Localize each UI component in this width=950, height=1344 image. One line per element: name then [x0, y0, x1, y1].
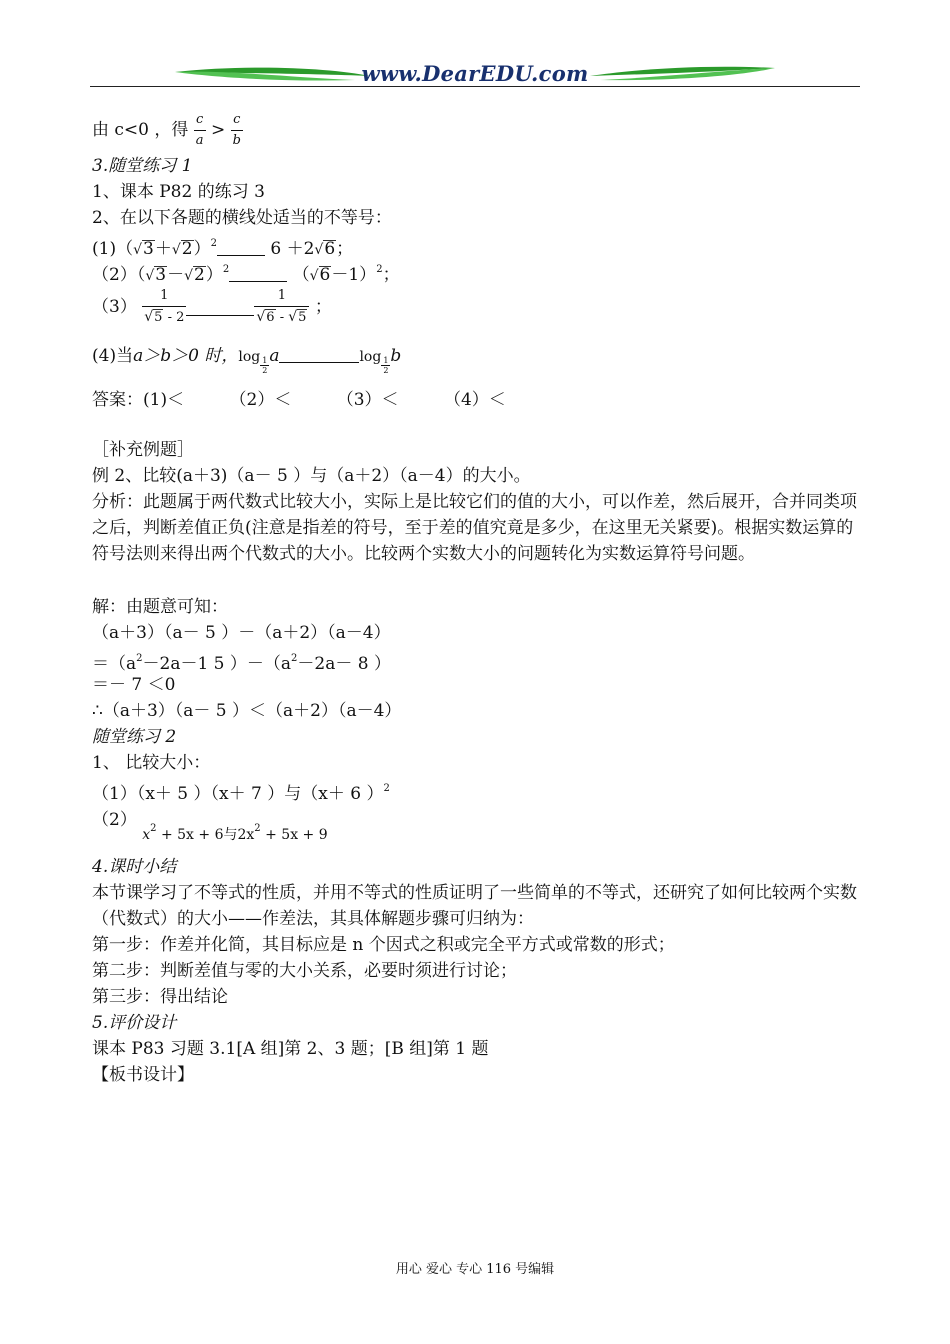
answer-blank[interactable]: [186, 299, 254, 316]
answer-line: 答案：(1)＜ （2）＜ （3）＜ （4）＜: [92, 390, 506, 410]
practice2-question-2: （2） $_{x^2 + 5x + 6与2x^2 + 5x + 9}$: [92, 810, 328, 843]
example-analysis: 分析：此题属于两代数式比较大小，实际上是比较它们的值的大小，可以作差，然后展开，合并同类项之后，判断差值正负(注意是指差的符号，至于差的值究竟是多少，在这里无关紧要)。根据实数运算的符号法则来得出两个代数式的大小。比较两个实数大小的问题转化为实数运算符号问题。: [92, 492, 857, 564]
question-3: （3） $\frac{1}{√5 - 2}$ $\frac{1}{√6 - √5}$ ；: [92, 286, 332, 328]
solution-conclusion: ∴（a＋3）（a－ 5 ）＜（a＋2）（a－4）: [92, 701, 402, 721]
solution-step-1: （a＋3）（a－ 5 ）－（a＋2）（a－4）: [92, 623, 391, 643]
summary-step-3: 第三步：得出结论: [92, 987, 228, 1007]
question-2: $(2)(√3-√2)^2$ $(√6-1)^2$；: [92, 264, 400, 285]
summary-heading: 4.课时小结: [92, 857, 177, 877]
summary-step-2: 第二步：判断差值与零的大小关系，必要时须进行讨论；: [92, 961, 517, 981]
fraction-c-over-a: $\frac{c}{a}$: [194, 110, 206, 151]
header-divider: [90, 86, 860, 87]
solution-step-3: ＝－ 7 ＜0: [92, 675, 176, 695]
practice1-heading: 3.随堂练习 1: [92, 156, 193, 176]
fraction-c-over-b: $\frac{c}{b}$: [231, 110, 243, 151]
practice1-item1: 1、课本 P82 的练习 3: [92, 182, 265, 202]
evaluation-heading: 5.评价设计: [92, 1013, 177, 1033]
intro-text: 由 c<0 ，得: [92, 120, 189, 140]
example-title: 例 2、比较(a＋3)（a－ 5 ）与（a＋2）（a－4）的大小。: [92, 466, 531, 486]
answer-blank[interactable]: [229, 265, 287, 282]
example-section-title: ［补充例题］: [92, 440, 194, 460]
fraction-1-over-root6-minus-root5: $\frac{1}{√6 - √5}$: [254, 286, 309, 328]
question-1: $(1)(√3+√2)^2$ 6 ＋2√6；: [92, 238, 354, 259]
practice2-heading: 随堂练习 2: [92, 727, 177, 747]
intro-line: 由 c<0 ，得 $\frac{c}{a}$ > $\frac{c}{b}$: [92, 110, 243, 151]
summary-text: 本节课学习了不等式的性质，并用不等式的性质证明了一些简单的不等式，还研究了如何比较两个实数（代数式）的大小——作差法，其具体解题步骤可归纳为：: [92, 883, 857, 929]
board-design-title: 【板书设计】: [92, 1065, 194, 1085]
log-base: $\frac{1}{2}$: [262, 356, 268, 375]
question-4: (4)当a＞b＞0 时，log $\frac{1}{2}$ a log $\frac{1}{2}$ b: [92, 346, 402, 375]
solution-step-2: $=(a^2-2a-1$ 5 ）$-(a^2-2a- 8$ ）: [92, 653, 391, 674]
answer-blank[interactable]: [217, 239, 265, 256]
log-base: $\frac{1}{2}$: [383, 356, 389, 375]
summary-step-1: 第一步：作差并化简，其目标应是 n 个因式之积或完全平方式或常数的形式；: [92, 935, 675, 955]
answer-blank[interactable]: [279, 346, 359, 363]
fraction-1-over-root5-minus-2: $\frac{1}{√5 - 2}$: [142, 286, 186, 328]
logo-text: www.DearEDU.com: [361, 61, 589, 86]
evaluation-text: 课本 P83 习题 3.1[A 组]第 2、3 题；[B 组]第 1 题: [92, 1039, 489, 1059]
solution-label: 解：由题意可知：: [92, 597, 228, 617]
page-footer: 用心 爱心 专心 116 号编辑: [395, 1262, 555, 1277]
practice2-question-1: （1）（x＋ 5 ）（x＋ 7 ）与（x＋ 6 ）$^2$: [92, 783, 390, 804]
practice2-item1: 1、 比较大小：: [92, 753, 211, 773]
practice1-item2: 2、在以下各题的横线处适当的不等号：: [92, 208, 392, 228]
